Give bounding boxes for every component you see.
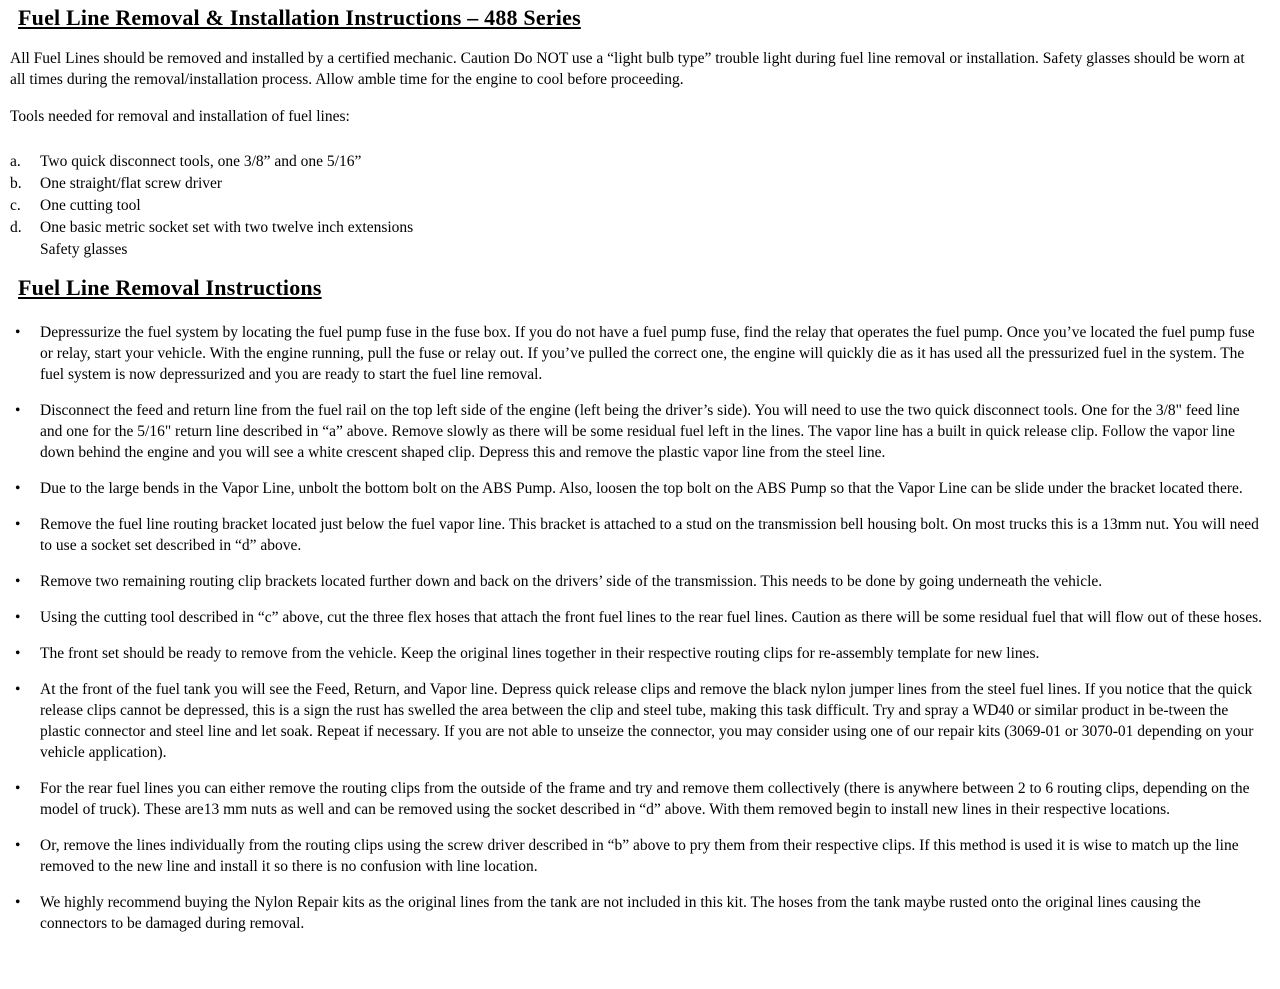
section-heading: Fuel Line Removal Instructions [18,275,322,300]
instruction-item-cut-flex-hoses [10,607,1264,628]
instruction-item-disconnect-feed-return [10,400,1264,463]
tool-text: One cutting tool [40,197,141,214]
tool-text: One basic metric socket set with two twelve inch extensions [40,219,414,236]
tool-marker: b. [10,175,22,192]
tool-item-a [10,151,1264,172]
tool-marker: a. [10,153,21,170]
instruction-text: For the rear fuel lines you can either remove the routing clips from the outside of the frame and try and remove them collectively (there is anywhere between 2 to 6 routing clips, depending on the model of truck). These are13 mm nuts as well and can be removed using the socket described in “d” above. With them removed begin to install new lines in their respective locations. [40,780,1250,818]
tool-item-c [10,195,1264,216]
instruction-item-remaining-clip-brackets [10,571,1264,592]
bullet-icon [15,514,20,535]
bullet-icon [15,835,20,856]
instruction-text: Or, remove the lines individually from the routing clips using the screw driver described in “b” above to pry them from their respective clips. If this method is used it is wise to match up the line removed to the new line and install it so there is no confusion with line location. [40,837,1239,875]
tool-item-b [10,173,1264,194]
bullet-icon [15,679,20,700]
instruction-item-rear-fuel-lines [10,778,1264,820]
instruction-item-fuel-tank-lines [10,679,1264,763]
tool-item-d [10,217,1264,238]
instruction-text: We highly recommend buying the Nylon Repair kits as the original lines from the tank are not included in this kit. The hoses from the tank maybe rusted onto the original lines causing the connectors to be damaged during removal. [40,894,1201,932]
bullet-icon [15,643,20,664]
instruction-text: Using the cutting tool described in “c” above, cut the three flex hoses that attach the front fuel lines to the rear fuel lines. Caution as there will be some residual fuel that will flow out of these hoses. [40,609,1262,626]
tool-text: One straight/flat screw driver [40,175,223,192]
instruction-text: Remove two remaining routing clip brackets located further down and back on the drivers’ side of the transmission. This needs to be done by going underneath the vehicle. [40,573,1103,590]
instruction-text: The front set should be ready to remove from the vehicle. Keep the original lines together in their respective routing clips for re-assembly template for new lines. [40,645,1040,662]
tool-marker: d. [10,219,22,236]
instruction-text: Due to the large bends in the Vapor Line, unbolt the bottom bolt on the ABS Pump. Also, loosen the top bolt on the ABS Pump so that the Vapor Line can be slide under the bracket located there. [40,480,1243,497]
instruction-item-remove-lines-individually [10,835,1264,877]
instruction-text: Depressurize the fuel system by locating the fuel pump fuse in the fuse box. If you do not have a fuel pump fuse, find the relay that operates the fuel pump. Once you’ve located the fuel pump fuse or relay, start your vehicle. With the engine running, pull the fuse or relay out. If you’ve pulled the correct one, the engine will quickly die as it has used all the pressurized fuel in the system. The fuel system is now depressurized and you are ready to start the fuel line removal. [40,324,1255,383]
instruction-item-abs-pump-bolts [10,478,1264,499]
tool-text: Safety glasses [40,241,128,258]
tool-text: Two quick disconnect tools, one 3/8” and one 5/16” [40,153,362,170]
page-title: Fuel Line Removal & Installation Instructions – 488 Series [18,5,581,30]
instruction-list [10,322,1264,934]
tool-marker: c. [10,197,21,214]
bullet-icon [15,322,20,343]
instruction-item-routing-bracket [10,514,1264,556]
intro-paragraph: All Fuel Lines should be removed and installed by a certified mechanic. Caution Do NOT use a “light bulb type” trouble light during fuel line removal or installation. Safety glasses should be worn at all times during the removal/installation process. Allow amble time for the engine to cool before proceeding. [10,50,1245,88]
instruction-text: Remove the fuel line routing bracket located just below the fuel vapor line. This bracket is attached to a stud on the transmission bell housing bolt. On most trucks this is a 13mm nut. You will need to use a socket set described in “d” above. [40,516,1259,554]
instruction-item-nylon-repair-kits [10,892,1264,934]
bullet-icon [15,478,20,499]
bullet-icon [15,892,20,913]
bullet-icon [15,400,20,421]
bullet-icon [15,778,20,799]
instruction-text: At the front of the fuel tank you will see the Feed, Return, and Vapor line. Depress quick release clips and remove the black nylon jumper lines from the steel fuel lines. If you notice that the quick release clips cannot be depressed, this is a sign the rust has swelled the area between the clip and steel tube, making this task difficult. Try and spray a WD40 or similar product in be-tween the plastic connector and steel line and let soak. Repeat if necessary. If you are not able to unseize the connector, you may consider using one of our repair kits (3069-01 or 3070-01 depending on your vehicle application). [40,681,1254,761]
bullet-icon [15,607,20,628]
instruction-item-front-set-removal [10,643,1264,664]
tool-marker [10,239,40,260]
instruction-text: Disconnect the feed and return line from the fuel rail on the top left side of the engine (left being the driver’s side). You will need to use the two quick disconnect tools. One for the 3/8" feed line and one for the 5/16" return line described in “a” above. Remove slowly as there will be some residual fuel left in the lines. The vapor line has a built in quick release clip. Follow the vapor line down behind the engine and you will see a white crescent shaped clip. Depress this and remove the plastic vapor line from the steel line. [40,402,1240,461]
tools-intro-line: Tools needed for removal and installation of fuel lines: [10,108,350,125]
tools-list [10,151,1264,260]
instruction-item-depressurize [10,322,1264,385]
bullet-icon [15,571,20,592]
tool-item-continuation [10,239,1264,260]
